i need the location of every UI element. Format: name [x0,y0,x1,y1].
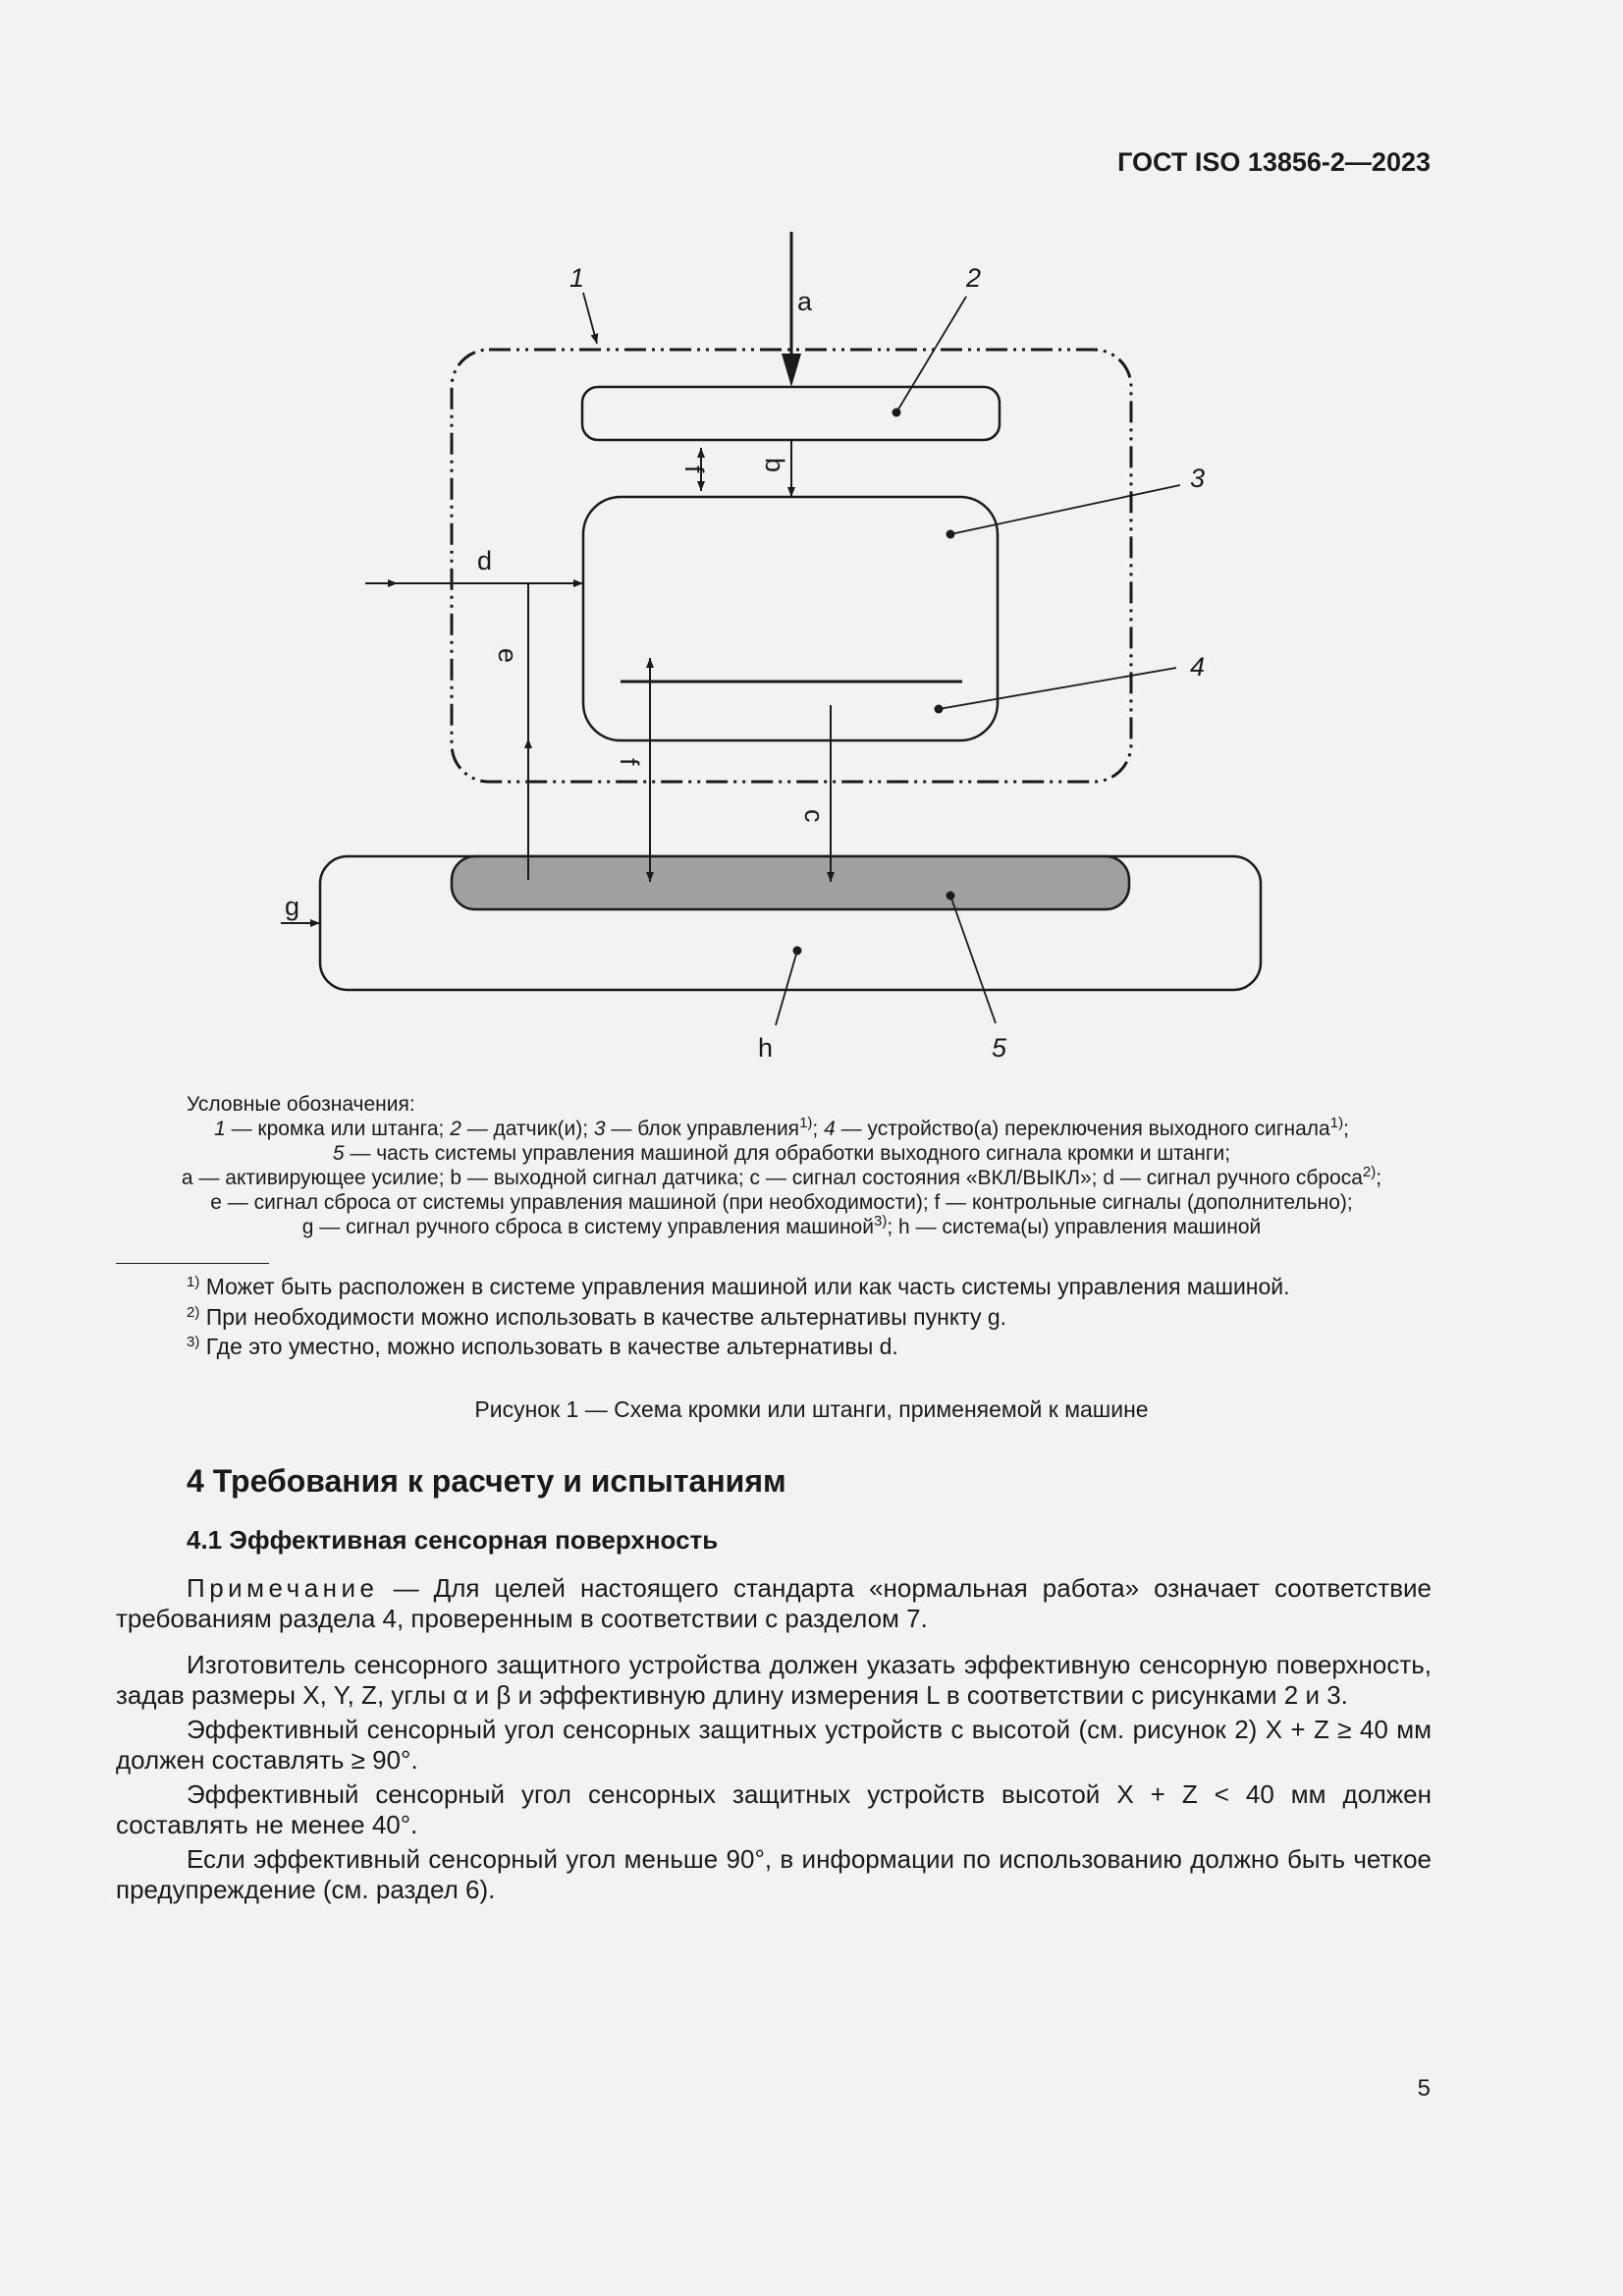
label-g: g [285,892,300,921]
footnote-rule [116,1263,269,1264]
footnote-1: $^{1)}$ Может быть расположен в системе управления машиной или как часть системы управления машиной. [187,1274,1290,1299]
legend-line-1: 1 — кромка или штанга; 2 — датчик(и); 3 — блок управления$^{1)}$; 4 — устройство(а) переключения выходного сигнала$^{1)}$; [214,1115,1349,1140]
label-c: c [799,809,829,823]
figure-legend [116,1092,1447,1239]
edge-boundary [452,350,1131,782]
callout-1: 1 [569,263,585,293]
label-h: h [758,1033,774,1063]
page-number: 5 [1417,2075,1431,2102]
label-f-top: f [679,465,709,473]
legend-title: Условные обозначения: [187,1093,415,1116]
footnote-3: $^{3)}$ Где это уместно, можно использовать в качестве альтернативы d. [187,1334,898,1359]
legend-line-4: e — сигнал сброса от системы управления машиной (при необходимости); f — контрольные сигналы (дополнительно); [210,1191,1353,1214]
legend-line-2: 5 — часть системы управления машиной для обработки выходного сигнала кромки и штанги; [332,1142,1231,1165]
label-e: e [493,648,522,664]
label-d: d [477,546,493,575]
paragraph-1: Изготовитель сенсорного защитного устройства должен указать эффективную сенсорную поверхность, задав размеры X, Y, Z, углы α и β и эффективную длину измерения L в соответствии с рисунками 2 и 3. [116,1650,1432,1710]
note-paragraph: Примечание — Для целей настоящего стандарта «нормальная работа» означает соответствие требованиям раздела 4, проверенным в соответствии с разделом 7. [116,1573,1432,1633]
label-b: b [760,458,789,473]
callout-4: 4 [1190,652,1206,682]
footnote-2: $^{2)}$ При необходимости можно использовать в качестве альтернативы пункту g. [187,1304,1007,1330]
legend-line-3: a — активирующее усилие; b — выходной сигнал датчика; c — сигнал состояния «ВКЛ/ВЫКЛ»; d — сигнал ручного сброса$^{2)}$; [181,1164,1382,1189]
subsection-heading: 4.1 Эффективная сенсорная поверхность [187,1525,719,1555]
figure-diagram [0,0,1623,1080]
legend-line-5: g — сигнал ручного сброса в систему управления машиной$^{3)}$; h — система(ы) управления машиной [301,1213,1262,1238]
sensor-box [582,387,1000,440]
label-a: a [797,287,813,316]
callout-5: 5 [992,1033,1007,1063]
section-heading: 4 Требования к расчету и испытаниям [187,1463,786,1499]
paragraph-3: Эффективный сенсорный угол сенсорных защитных устройств высотой X + Z < 40 мм должен составлять не менее 40°. [116,1779,1432,1839]
label-f-bottom: f [615,758,644,766]
control-unit-box [583,497,998,740]
figure-caption: Рисунок 1 — Схема кромки или штанги, применяемой к машине [474,1396,1149,1422]
document-header: ГОСТ ISO 13856-2—2023 [1117,147,1431,177]
processing-part-box [452,856,1129,909]
callout-3: 3 [1190,464,1206,493]
paragraph-2: Эффективный сенсорный угол сенсорных защитных устройств с высотой (см. рисунок 2) X + Z ≥ 40 мм должен составлять ≥ 90°. [116,1715,1432,1775]
paragraph-4: Если эффективный сенсорный угол меньше 90°, в информации по использованию должно быть четкое предупреждение (см. раздел 6). [116,1844,1432,1904]
callout-2: 2 [966,263,982,293]
